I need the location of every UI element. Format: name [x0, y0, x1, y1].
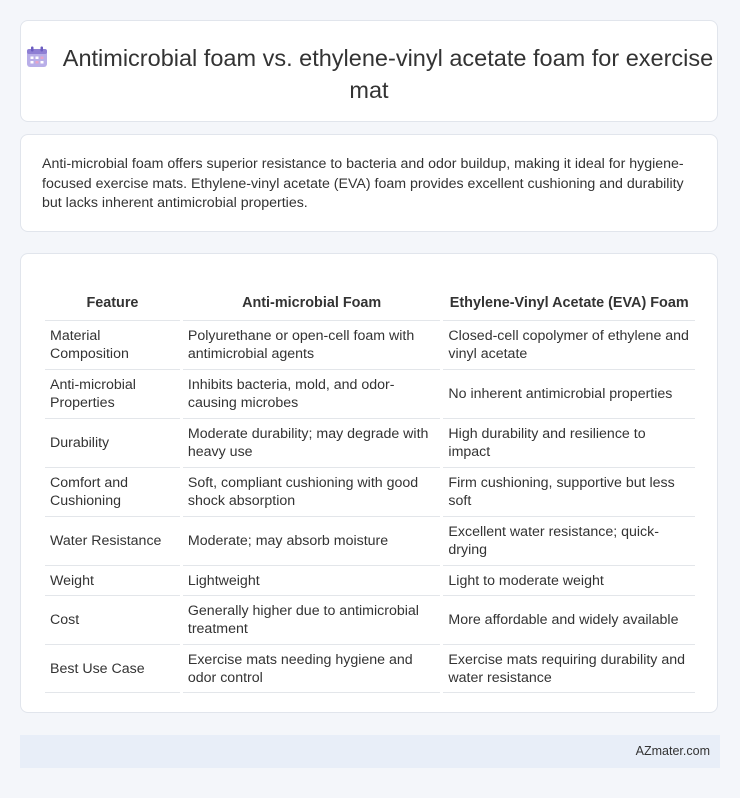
- table-row: [45, 644, 695, 693]
- row-eva-value: Exercise mats requiring durability and water resistance: [443, 644, 695, 693]
- row-feature: Durability: [45, 418, 180, 467]
- column-header-eva: Ethylene-Vinyl Acetate (EVA) Foam: [449, 295, 689, 311]
- row-feature: Weight: [45, 565, 180, 595]
- row-eva-value: No inherent antimicrobial properties: [443, 369, 695, 418]
- row-feature: Material Composition: [45, 320, 180, 369]
- intro-paragraph: Anti-microbial foam offers superior resistance to bacteria and odor buildup, making it ideal for hygiene-focused exercise mats. Ethylene-vinyl acetate (EVA) foam provides excellent cushioning and durability but lacks inherent antimicrobial properties.: [42, 156, 684, 211]
- column-header-feature: Feature: [86, 295, 139, 311]
- row-eva-value: High durability and resilience to impact: [443, 418, 695, 467]
- row-antimicrobial-value: Soft, compliant cushioning with good shock absorption: [183, 467, 441, 516]
- table-row: [45, 369, 695, 418]
- row-antimicrobial-value: Exercise mats needing hygiene and odor control: [183, 644, 441, 693]
- footer-bar: [20, 735, 720, 768]
- table-row: [45, 320, 695, 369]
- row-feature: Cost: [45, 595, 180, 644]
- intro-card: [20, 134, 718, 232]
- row-eva-value: Firm cushioning, supportive but less soft: [443, 467, 695, 516]
- table-row: [45, 516, 695, 565]
- footer-brand[interactable]: AZmater.com: [635, 744, 710, 758]
- row-feature: Comfort and Cushioning: [45, 467, 180, 516]
- comparison-table-card: [20, 253, 718, 713]
- row-antimicrobial-value: Generally higher due to antimicrobial treatment: [183, 595, 441, 644]
- table-row: [45, 418, 695, 467]
- comparison-table: [42, 278, 698, 693]
- table-header-row: [45, 278, 695, 320]
- row-eva-value: More affordable and widely available: [443, 595, 695, 644]
- row-feature: Best Use Case: [45, 644, 180, 693]
- row-antimicrobial-value: Inhibits bacteria, mold, and odor-causing microbes: [183, 369, 441, 418]
- row-antimicrobial-value: Moderate durability; may degrade with heavy use: [183, 418, 441, 467]
- row-eva-value: Light to moderate weight: [443, 565, 695, 595]
- title-card: [20, 20, 718, 122]
- table-row: [45, 565, 695, 595]
- row-eva-value: Closed-cell copolymer of ethylene and vinyl acetate: [443, 320, 695, 369]
- calendar-icon: [25, 45, 49, 76]
- row-antimicrobial-value: Moderate; may absorb moisture: [183, 516, 441, 565]
- row-antimicrobial-value: Lightweight: [183, 565, 441, 595]
- page-title-row: [21, 44, 717, 105]
- table-row: [45, 467, 695, 516]
- column-header-antimicrobial: Anti-microbial Foam: [242, 295, 382, 311]
- table-row: [45, 595, 695, 644]
- row-feature: Water Resistance: [45, 516, 180, 565]
- row-eva-value: Excellent water resistance; quick-drying: [443, 516, 695, 565]
- row-antimicrobial-value: Polyurethane or open-cell foam with antimicrobial agents: [183, 320, 441, 369]
- page-title: Antimicrobial foam vs. ethylene-vinyl acetate foam for exercise mat: [62, 45, 714, 103]
- row-feature: Anti-microbial Properties: [45, 369, 180, 418]
